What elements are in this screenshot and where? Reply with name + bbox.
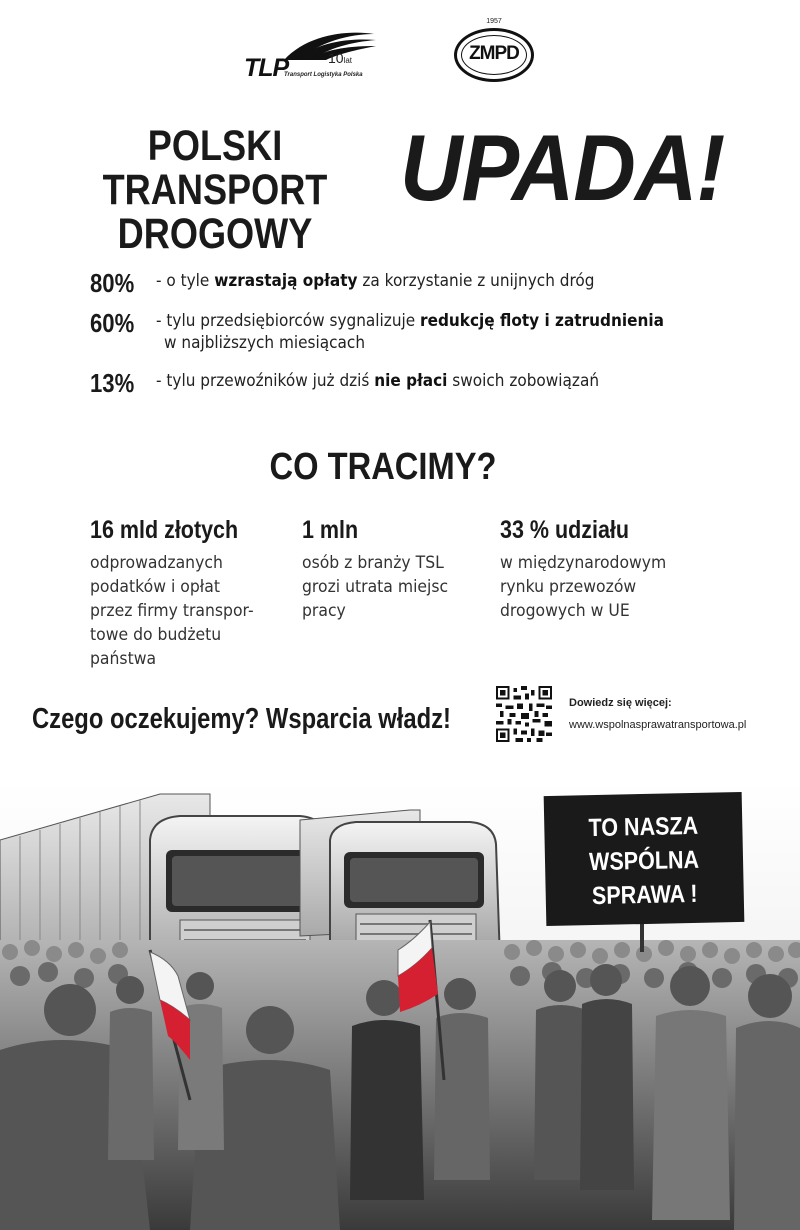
stat-value: 80% bbox=[90, 268, 135, 298]
website-link[interactable]: www.wspolnasprawatransportowa.pl bbox=[569, 719, 747, 731]
loss-item bbox=[500, 516, 681, 623]
headline-line2: DROGOWY bbox=[117, 210, 313, 258]
loss-description: odprowadzanych podatków i opłat przez firmy transpor- towe do budżetu państwa bbox=[90, 553, 254, 669]
stat-value: 60% bbox=[90, 308, 135, 338]
loss-description: osób z branży TSL grozi utrata miejsc pracy bbox=[302, 553, 449, 621]
headline-emphasis: UPADA! bbox=[400, 115, 725, 220]
protest-sign bbox=[544, 792, 745, 926]
stat-value: 13% bbox=[90, 368, 135, 398]
stat-text: - tylu przedsiębiorców sygnalizuje redukcję floty i zatrudnienia bbox=[156, 311, 664, 331]
loss-item bbox=[90, 516, 268, 671]
loss-item bbox=[302, 516, 461, 623]
tlp-logo-text: TLP bbox=[244, 54, 289, 82]
zmpd-year: 1957 bbox=[486, 18, 502, 25]
headline-line1: POLSKI TRANSPORT bbox=[102, 122, 328, 214]
zmpd-seal-logo bbox=[448, 16, 540, 84]
loss-value: 16 mld złotych bbox=[90, 516, 239, 544]
loss-value: 33 % udziału bbox=[500, 516, 630, 544]
tlp-anniversary: 10lat bbox=[328, 50, 353, 66]
cta-text: Czego oczekujemy? Wsparcia władz! bbox=[32, 703, 451, 735]
qr-code-icon[interactable] bbox=[496, 686, 552, 742]
sign-post bbox=[640, 922, 644, 952]
sign-text: TO NASZA WSPÓLNA SPRAWA ! bbox=[588, 811, 700, 911]
zmpd-logo-text: ZMPD bbox=[469, 43, 519, 64]
headline bbox=[60, 124, 371, 256]
tlp-logo-subtitle: Transport Logistyka Polska bbox=[284, 72, 363, 78]
stat-text-line2: w najbliższych miesiącach bbox=[164, 333, 366, 353]
more-info-label: Dowiedz się więcej: bbox=[569, 697, 672, 709]
stat-text: - tylu przewoźników już dziś nie płaci swoich zobowiązań bbox=[156, 371, 600, 391]
loss-description: w międzynarodowym rynku przewozów drogowych w UE bbox=[500, 553, 667, 621]
section-title: CO TRACIMY? bbox=[269, 446, 497, 488]
loss-value: 1 mln bbox=[302, 516, 359, 544]
tlp-logo bbox=[240, 28, 380, 82]
stat-text: - o tyle wzrastają opłaty za korzystanie z unijnych dróg bbox=[156, 271, 595, 291]
